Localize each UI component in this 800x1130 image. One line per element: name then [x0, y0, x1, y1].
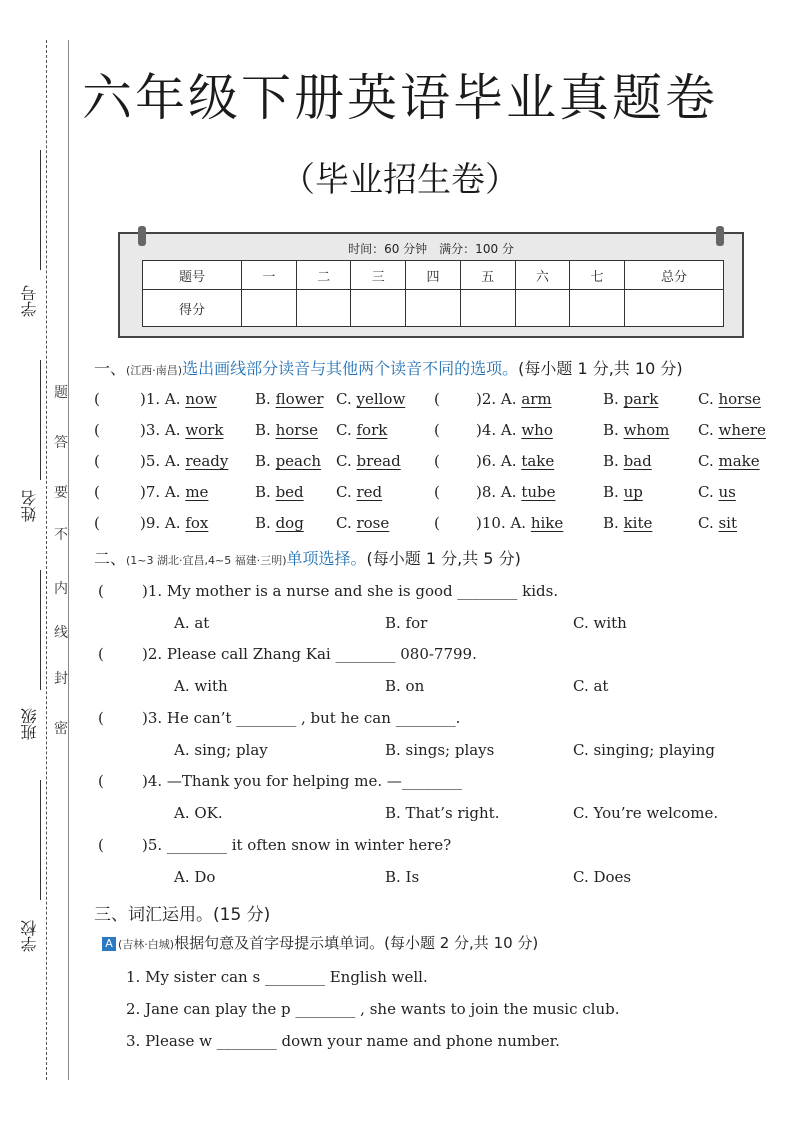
option-a: arm [521, 390, 552, 408]
option-b-label: B. [255, 452, 276, 470]
section2-points: (每小题 1 分,共 5 分) [366, 549, 521, 568]
answer-paren[interactable]: ( [94, 421, 100, 439]
fill-item: 3. Please w ________ down your name and phone number. [126, 1032, 560, 1050]
option-c-label: C. [698, 452, 719, 470]
option-c: make [718, 452, 760, 470]
section2-title: 单项选择。 [286, 549, 367, 568]
answer-paren[interactable]: ( [434, 452, 440, 470]
score-cell[interactable] [515, 290, 570, 327]
option-c-label: C. [336, 421, 357, 439]
question-text: )2. Please call Zhang Kai ________ 080-7799. [142, 645, 477, 663]
score-header-cell: 总分 [624, 261, 723, 290]
option-c-item [336, 452, 401, 470]
score-header-cell: 题号 [143, 261, 242, 290]
option-c: where [718, 421, 766, 439]
option-b-item [603, 514, 652, 532]
question-item [140, 452, 228, 470]
score-cell[interactable] [296, 290, 351, 327]
option-a: A. at [174, 614, 210, 632]
seal-char: 密 [54, 721, 68, 737]
question-number: )5. A. [140, 452, 186, 470]
section1-heading [94, 356, 683, 379]
page-subtitle: （毕业招生卷） [281, 160, 519, 200]
section2-source: (1~3 湖北·宜昌,4~5 福建·三明) [126, 554, 287, 567]
section2-heading [94, 546, 521, 569]
answer-paren[interactable]: ( [434, 390, 440, 408]
option-c-item [698, 514, 737, 532]
option-a: now [185, 390, 217, 408]
option-b-item [255, 421, 318, 439]
score-cell[interactable] [242, 290, 297, 327]
option-b-item [603, 452, 652, 470]
option-a: A. Do [174, 868, 216, 886]
option-b-label: B. [603, 514, 624, 532]
option-b: B. on [385, 677, 425, 695]
option-c-label: C. [336, 452, 357, 470]
school-label: 学校 [20, 920, 39, 952]
option-a: work [185, 421, 224, 439]
option-b-label: B. [255, 390, 276, 408]
option-c: bread [356, 452, 401, 470]
option-a: A. OK. [174, 804, 223, 822]
score-header-cell: 四 [406, 261, 461, 290]
option-c-item [698, 421, 766, 439]
option-c-item [336, 514, 389, 532]
option-c: C. at [573, 677, 609, 695]
question-number: )6. A. [476, 452, 522, 470]
question-number: )2. A. [476, 390, 522, 408]
score-header-cell: 一 [242, 261, 297, 290]
score-cell[interactable] [624, 290, 723, 327]
answer-paren[interactable]: ( [94, 390, 100, 408]
option-b: horse [275, 421, 318, 439]
option-b: kite [623, 514, 653, 532]
option-a: ready [185, 452, 229, 470]
score-row-label: 得分 [143, 290, 242, 327]
option-b-label: B. [603, 421, 624, 439]
question-item [140, 390, 217, 408]
option-c-label: C. [336, 483, 357, 501]
option-b-label: B. [603, 390, 624, 408]
option-c: us [718, 483, 736, 501]
seal-char: 线 [54, 625, 68, 641]
option-c-item [698, 452, 760, 470]
option-c-label: C. [336, 390, 357, 408]
option-b: peach [275, 452, 322, 470]
option-b-item [603, 390, 658, 408]
page-title: 六年级下册英语毕业真题卷 [82, 69, 718, 127]
option-a: A. with [174, 677, 228, 695]
question-item [476, 483, 555, 501]
score-header-cell: 三 [351, 261, 406, 290]
option-c: fork [356, 421, 388, 439]
answer-paren[interactable]: ( [98, 709, 104, 727]
part-a-badge: A [102, 937, 116, 951]
part-a-source: (吉林·白城) [118, 938, 175, 951]
school-line [40, 780, 41, 900]
question-item [476, 514, 563, 532]
option-c-item [698, 483, 736, 501]
option-c: horse [718, 390, 761, 408]
section1-source: (江西·南昌) [126, 364, 183, 377]
option-c-item [336, 483, 382, 501]
score-cell[interactable] [406, 290, 461, 327]
option-b: bad [623, 452, 652, 470]
answer-paren[interactable]: ( [434, 421, 440, 439]
class-line [40, 570, 41, 690]
score-header-cell: 七 [570, 261, 625, 290]
option-b-item [255, 483, 304, 501]
option-c: yellow [356, 390, 406, 408]
section3-heading: 三、词汇运用。(15 分) [94, 905, 271, 925]
option-b: B. for [385, 614, 428, 632]
option-b: B. That’s right. [385, 804, 500, 822]
seal-char: 封 [54, 671, 68, 687]
score-cell[interactable] [570, 290, 625, 327]
answer-paren[interactable]: ( [94, 514, 100, 532]
seal-char: 不 [54, 527, 68, 543]
question-item [140, 421, 223, 439]
score-table [142, 260, 724, 327]
answer-paren[interactable]: ( [434, 483, 440, 501]
question-number: )3. A. [140, 421, 186, 439]
option-b-item [255, 514, 304, 532]
option-c: C. singing; playing [573, 741, 715, 759]
option-c-item [336, 421, 387, 439]
option-c: sit [718, 514, 738, 532]
option-b: dog [275, 514, 304, 532]
option-b: park [623, 390, 659, 408]
question-item [476, 390, 552, 408]
option-c-label: C. [698, 483, 719, 501]
question-number: )7. A. [140, 483, 186, 501]
option-c: red [356, 483, 383, 501]
option-b-label: B. [255, 514, 276, 532]
option-b: B. sings; plays [385, 741, 495, 759]
option-b: whom [623, 421, 670, 439]
score-header-cell: 六 [515, 261, 570, 290]
seal-char: 内 [54, 581, 68, 597]
question-item [476, 452, 554, 470]
option-c: C. Does [573, 868, 632, 886]
seal-char: 题 [54, 385, 68, 401]
option-c-label: C. [698, 421, 719, 439]
seal-char: 要 [54, 485, 68, 501]
fill-item: 1. My sister can s ________ English well. [126, 968, 428, 986]
answer-paren[interactable]: ( [434, 514, 440, 532]
option-a: A. sing; play [174, 741, 268, 759]
question-item [140, 483, 208, 501]
option-a: fox [185, 514, 209, 532]
question-number: )9. A. [140, 514, 186, 532]
option-b-label: B. [255, 483, 276, 501]
class-label: 班级 [20, 708, 39, 740]
question-item [140, 514, 208, 532]
question-item [476, 421, 553, 439]
option-a: hike [530, 514, 564, 532]
option-b: flower [275, 390, 324, 408]
answer-paren[interactable]: ( [98, 645, 104, 663]
option-c-item [698, 390, 761, 408]
question-number: )10. A. [476, 514, 531, 532]
question-text: )4. —Thank you for helping me. —________ [142, 772, 462, 790]
section1-points: (每小题 1 分,共 10 分) [518, 359, 683, 378]
option-a: me [185, 483, 209, 501]
option-c-label: C. [336, 514, 357, 532]
question-number: )8. A. [476, 483, 522, 501]
section3-part-a [102, 932, 538, 953]
section1-prefix: 一、 [94, 359, 127, 378]
answer-paren[interactable]: ( [98, 836, 104, 854]
seal-char: 答 [54, 435, 68, 451]
option-b: bed [275, 483, 304, 501]
option-b-item [603, 421, 669, 439]
score-cell[interactable] [351, 290, 406, 327]
question-text: )3. He can’t ________ , but he can ________. [142, 709, 461, 727]
answer-paren[interactable]: ( [98, 582, 104, 600]
option-b-item [255, 390, 324, 408]
score-header-cell: 五 [460, 261, 515, 290]
option-b-label: B. [603, 483, 624, 501]
question-text: )1. My mother is a nurse and she is good ________ kids. [142, 582, 559, 600]
score-header-cell: 二 [296, 261, 351, 290]
score-board [118, 232, 744, 338]
section2-prefix: 二、 [94, 549, 127, 568]
option-b-item [255, 452, 321, 470]
question-text: )5. ________ it often snow in winter here? [142, 836, 452, 854]
option-c: C. You’re welcome. [573, 804, 719, 822]
option-c-item [336, 390, 405, 408]
option-b-label: B. [255, 421, 276, 439]
answer-paren[interactable]: ( [98, 772, 104, 790]
option-a: who [521, 421, 553, 439]
name-label: 姓名 [20, 490, 39, 522]
question-number: )4. A. [476, 421, 522, 439]
question-number: )1. A. [140, 390, 186, 408]
answer-paren[interactable]: ( [94, 452, 100, 470]
option-c-label: C. [698, 390, 719, 408]
name-line [40, 360, 41, 480]
section1-title: 选出画线部分读音与其他两个读音不同的选项。 [182, 359, 519, 378]
score-cell[interactable] [460, 290, 515, 327]
option-c: C. with [573, 614, 627, 632]
option-c-label: C. [698, 514, 719, 532]
part-a-instruction: 根据句意及首字母提示填单词。(每小题 2 分,共 10 分) [174, 934, 539, 952]
option-b: up [623, 483, 643, 501]
fill-item: 2. Jane can play the p ________ , she wants to join the music club. [126, 1000, 620, 1018]
answer-paren[interactable]: ( [94, 483, 100, 501]
exam-info: 时间：60 分钟 满分：100 分 [348, 242, 514, 256]
option-b-item [603, 483, 643, 501]
option-c: rose [356, 514, 390, 532]
option-a: tube [521, 483, 556, 501]
option-b-label: B. [603, 452, 624, 470]
option-a: take [521, 452, 555, 470]
option-b: B. Is [385, 868, 420, 886]
student-id-label: 学号 [20, 285, 39, 317]
